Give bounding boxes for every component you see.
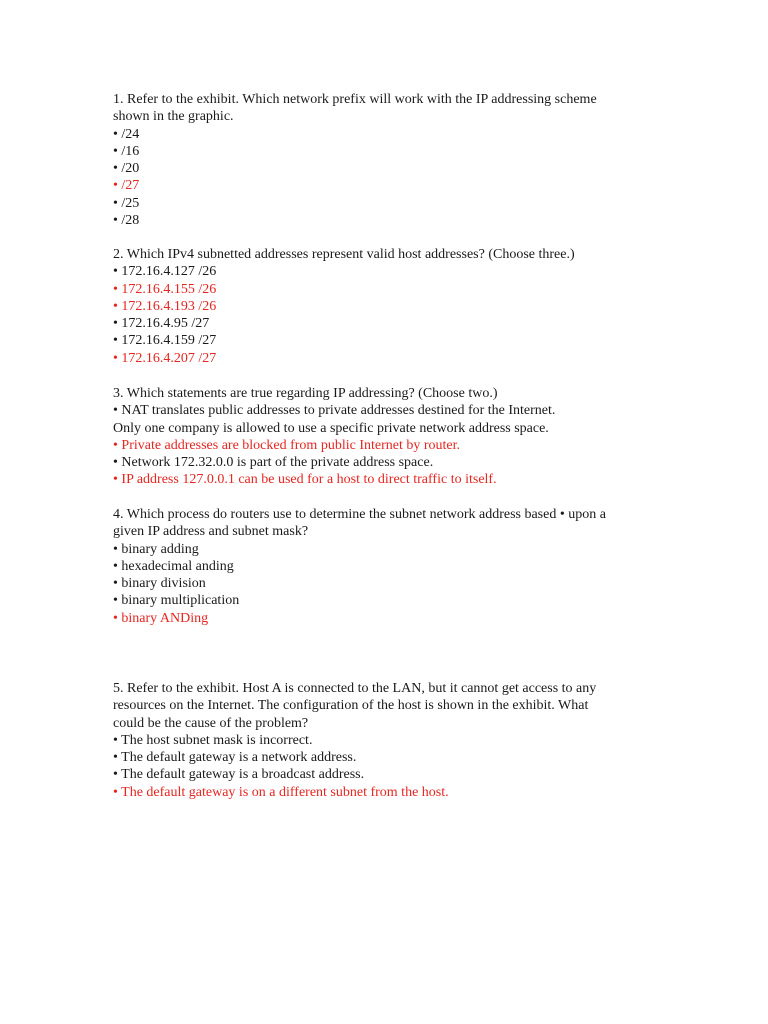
- correct-answer-option: • 172.16.4.207 /27: [113, 350, 217, 366]
- question-1: [113, 91, 658, 229]
- question-4: [113, 506, 658, 627]
- question-2: [113, 246, 658, 367]
- answer-option: • binary division: [113, 576, 206, 592]
- answer-option: • 172.16.4.95 /27: [113, 316, 210, 332]
- question-text: 2. Which IPv4 subnetted addresses represent valid host addresses? (Choose three.): [113, 247, 575, 262]
- answer-option: • /20: [113, 161, 140, 177]
- question-text: 5. Refer to the exhibit. Host A is connected to the LAN, but it cannot get access to any: [113, 681, 597, 696]
- answer-option: • /24: [113, 126, 140, 142]
- question-5: [113, 680, 658, 801]
- correct-answer-option: • Private addresses are blocked from public Internet by router.: [113, 437, 461, 453]
- correct-answer-option: • The default gateway is on a different subnet from the host.: [113, 784, 449, 800]
- answer-option: • /25: [113, 195, 140, 211]
- answer-option: • 172.16.4.127 /26: [113, 264, 217, 280]
- answer-option: Only one company is allowed to use a specific private network address space.: [113, 420, 549, 436]
- answer-option: • NAT translates public addresses to private addresses destined for the Internet.: [113, 403, 556, 419]
- answer-option: • binary multiplication: [113, 593, 240, 609]
- correct-answer-option: • /27: [113, 178, 140, 194]
- answer-option: resources on the Internet. The configuration of the host is shown in the exhibit. What: [113, 698, 589, 714]
- question-text: 4. Which process do routers use to determine the subnet network address based • upon a: [113, 507, 606, 522]
- answer-option: • binary adding: [113, 541, 199, 557]
- correct-answer-option: • 172.16.4.155 /26: [113, 281, 217, 297]
- answer-option: shown in the graphic.: [113, 109, 234, 125]
- answer-option: could be the cause of the problem?: [113, 715, 309, 731]
- answer-option: • /28: [113, 213, 140, 229]
- answer-option: • hexadecimal anding: [113, 558, 234, 574]
- correct-answer-option: • binary ANDing: [113, 610, 209, 626]
- question-3: [113, 385, 658, 489]
- answer-option: • The default gateway is a network address.: [113, 750, 357, 766]
- answer-option: • Network 172.32.0.0 is part of the private address space.: [113, 455, 434, 471]
- question-text: 3. Which statements are true regarding IP addressing? (Choose two.): [113, 386, 498, 401]
- question-text: 1. Refer to the exhibit. Which network prefix will work with the IP addressing scheme: [113, 92, 597, 107]
- correct-answer-option: • IP address 127.0.0.1 can be used for a host to direct traffic to itself.: [113, 472, 497, 488]
- answer-option: • 172.16.4.159 /27: [113, 333, 217, 349]
- answer-option: • /16: [113, 143, 140, 159]
- answer-option: given IP address and subnet mask?: [113, 524, 309, 540]
- answer-option: • The default gateway is a broadcast address.: [113, 767, 365, 783]
- correct-answer-option: • 172.16.4.193 /26: [113, 298, 217, 314]
- answer-option: • The host subnet mask is incorrect.: [113, 732, 313, 748]
